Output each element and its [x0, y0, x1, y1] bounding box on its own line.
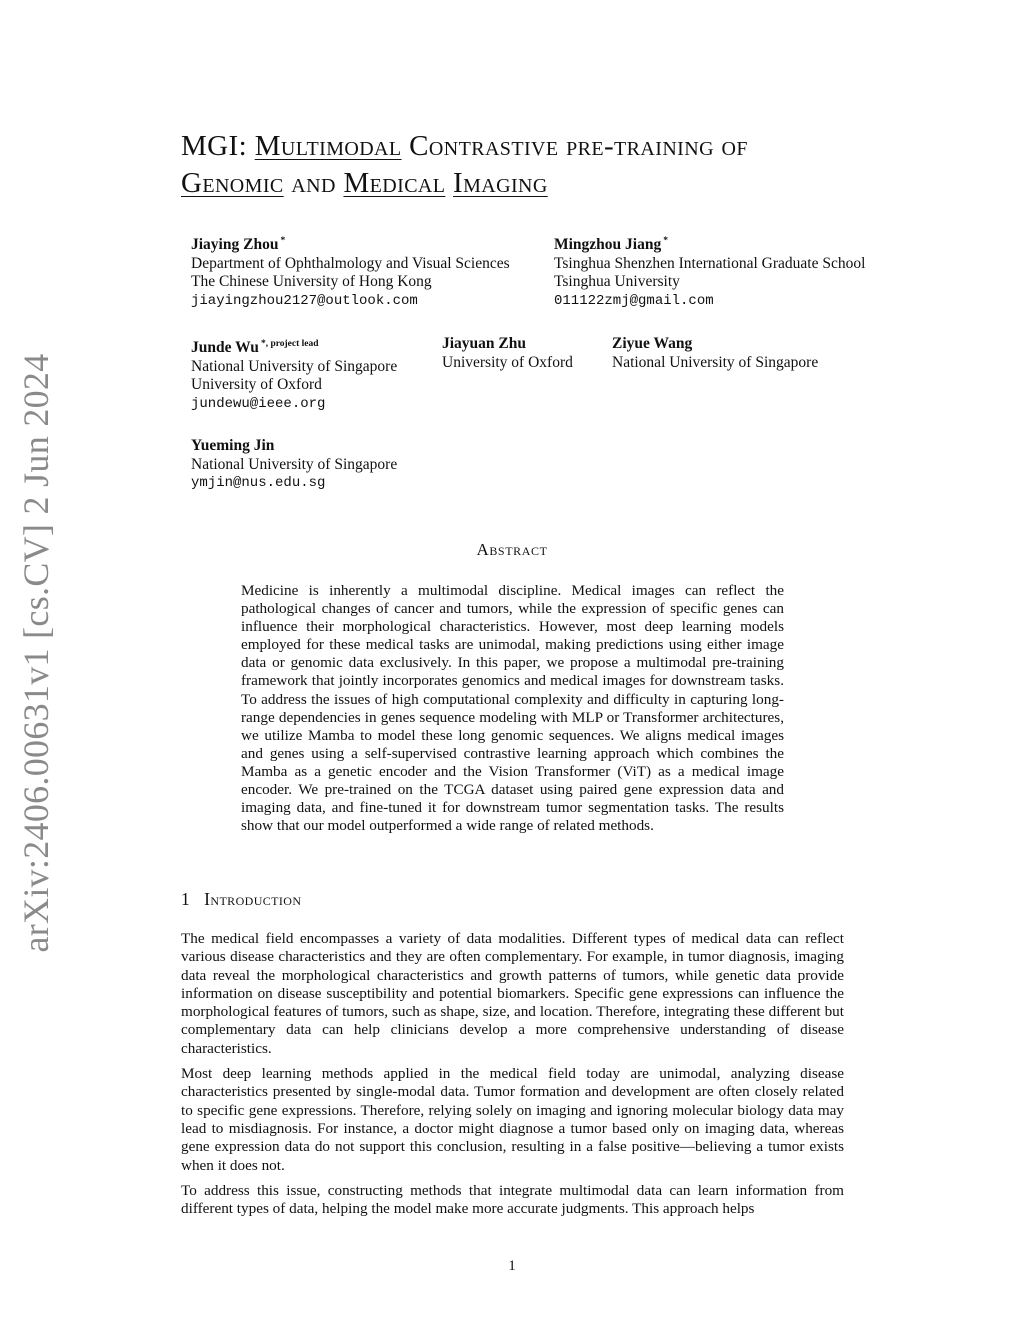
- title-and: and: [283, 167, 344, 199]
- author-name: Jiaying Zhou: [191, 236, 279, 253]
- author-block: [191, 335, 397, 413]
- author-mark: *: [663, 236, 668, 246]
- author-affiliation: National University of Singapore: [612, 353, 819, 371]
- author-name-line: [612, 335, 818, 354]
- author-block: [191, 232, 510, 310]
- title-genomic: Genomic: [181, 167, 284, 199]
- author-name: Junde Wu: [191, 339, 259, 356]
- author-affiliation: University of Oxford: [191, 376, 322, 393]
- abstract-heading: Abstract: [476, 540, 548, 559]
- arxiv-sidebar: [14, 352, 58, 953]
- title-multimodal: Multimodal: [254, 130, 402, 162]
- page-number: 1: [508, 1258, 516, 1274]
- author-mark: *, project lead: [260, 339, 319, 349]
- abstract-body: Medicine is inherently a multimodal discipline. Medical images can reflect the pathological changes of cancer and tumors, while the expression of specific genes can influence their morphological characteristics. However, most deep learning models employed for these medical tasks are unimodal, making predictions using either image data or genomic data exclusively. In this paper, we propose a multimodal pre-training framework that jointly incorporates genomics and medical images for downstream tasks. To address the issues of high computational complexity and difficulty in capturing long-range dependencies in genes sequence modeling with MLP or Transformer architectures, we utilize Mamba to model these long genomic sequences. We aligns medical images and genes using a self-supervised contrastive learning approach which combines the Mamba as a genetic encoder and the Vision Transformer (ViT) as a medical image encoder. We pre-trained on the TCGA dataset using paired gene expression data and imaging data, and fine-tuned it for downstream tumor segmentation tasks. The results show that our model outperformed a wide range of related methods.: [241, 582, 784, 835]
- author-affiliation: National University of Singapore: [191, 455, 398, 473]
- section-heading: [181, 889, 301, 910]
- paper-title: [181, 128, 881, 202]
- author-name-line: [191, 232, 510, 255]
- author-name: Jiayuan Zhu: [442, 335, 527, 352]
- author-mark: *: [280, 236, 286, 246]
- author-affiliation: The Chinese University of Hong Kong: [191, 273, 432, 290]
- author-name-line: [554, 232, 865, 255]
- author-email: jundewu@ieee.org: [191, 395, 326, 412]
- arxiv-identifier: arXiv:2406.00631v1 [cs.CV] 2 Jun 2024: [16, 352, 56, 953]
- author-email: ymjin@nus.edu.sg: [191, 475, 326, 491]
- author-block: [191, 437, 397, 493]
- title-line-2: [181, 165, 881, 202]
- author-affiliation: Tsinghua Shenzhen International Graduate School: [554, 254, 866, 272]
- author-name: Ziyue Wang: [612, 335, 693, 352]
- author-name: Mingzhou Jiang: [554, 236, 662, 253]
- paragraph: The medical field encompasses a variety of data modalities. Different types of medical data can reflect various disease characteristics and they are often complementary. For example, in tumor diagnosis, imaging data reveal the morphological characteristics and growth patterns of tumors, while genetic data provide information on disease susceptibility and potential biomarkers. Specific gene expressions can influence the morphological features of tumors, such as shape, size, and location. Therefore, integrating these different but complementary data can help clinicians develop a more comprehensive understanding of disease characteristics.: [181, 930, 844, 1057]
- author-name-line: [442, 335, 573, 354]
- author-affiliation: National University of Singapore: [191, 357, 398, 375]
- paragraph: Most deep learning methods applied in the medical field today are unimodal, analyzing disease characteristics presented by single-modal data. Tumor formation and development are often closely related to specific gene expressions. Therefore, relying solely on imaging and ignoring molecular biology data may lead to misdiagnosis. For instance, a doctor might diagnose a tumor based only on imaging data, whereas gene expression data do not support this conclusion, resulting in a false positive—believing a tumor exists when it does not.: [181, 1065, 844, 1174]
- author-affiliation: University of Oxford: [442, 353, 573, 371]
- author-name-line: [191, 335, 397, 358]
- title-line-1: [181, 128, 881, 165]
- author-block: [442, 335, 573, 372]
- author-block: [554, 232, 865, 310]
- paragraph: To address this issue, constructing methods that integrate multimodal data can learn information from different types of data, helping the model make more accurate judgments. This approach helps: [181, 1181, 844, 1218]
- title-medical: Medical: [343, 167, 446, 199]
- author-affiliation: Department of Ophthalmology and Visual Sciences: [191, 254, 510, 272]
- title-prefix: MGI:: [181, 130, 255, 162]
- title-imaging: Imaging: [453, 167, 548, 199]
- section-title: Introduction: [204, 889, 302, 909]
- author-affiliation: Tsinghua University: [554, 273, 680, 290]
- title-space: [445, 167, 453, 199]
- author-email: 011122zmj@gmail.com: [554, 292, 714, 309]
- author-name: Yueming Jin: [191, 437, 275, 454]
- title-contrastive: Contrastive pre-training of: [401, 130, 748, 162]
- author-email: jiayingzhou2127@outlook.com: [191, 292, 418, 309]
- author-block: [612, 335, 818, 372]
- author-name-line: [191, 437, 397, 456]
- section-number: 1: [181, 889, 191, 909]
- introduction-body: [181, 930, 844, 1225]
